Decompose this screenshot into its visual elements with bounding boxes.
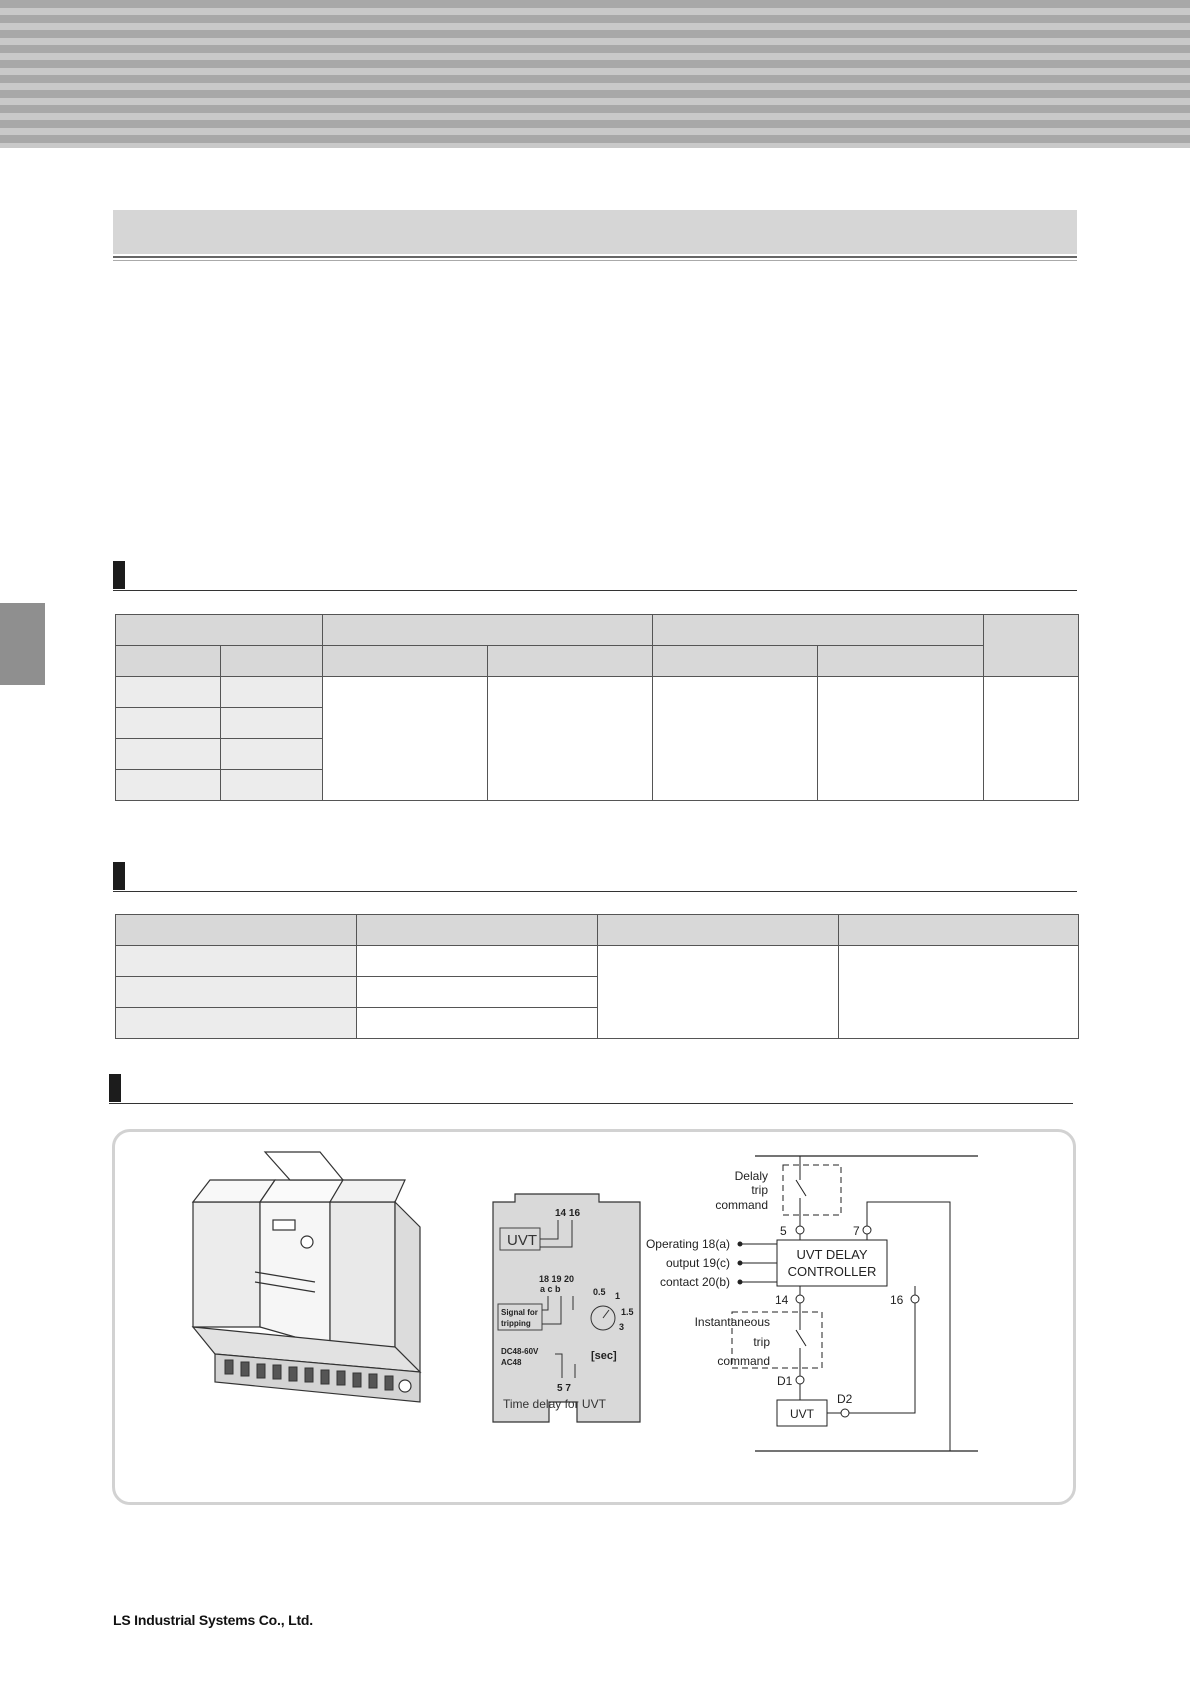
section-rule xyxy=(113,891,1077,892)
table-cell xyxy=(116,739,221,770)
instantaneous-trip-line2: trip xyxy=(753,1335,770,1349)
signal-label-line1: Signal for xyxy=(501,1308,538,1317)
delay-cmd-line1: Delaly xyxy=(734,1169,768,1183)
section-heading-specs xyxy=(113,862,1077,892)
table-cell xyxy=(116,770,221,801)
section-rule xyxy=(113,590,1077,591)
table-subheader-cell xyxy=(653,646,818,677)
table-subheader-cell xyxy=(116,646,221,677)
terminal-7: 7 xyxy=(853,1224,860,1238)
terminal-16: 16 xyxy=(890,1293,904,1307)
table-cell xyxy=(116,977,357,1008)
table-cell xyxy=(984,677,1079,801)
controller-label-line1: UVT DELAY xyxy=(796,1247,868,1262)
supply-voltage-line2: AC48 xyxy=(501,1358,522,1367)
terminal-label-bottom: 5 7 xyxy=(557,1383,571,1394)
dial-value-1-5: 1.5 xyxy=(621,1307,634,1317)
table-header-cell xyxy=(357,915,598,946)
table-cell xyxy=(357,946,598,977)
instantaneous-trip-line3: command xyxy=(717,1354,770,1368)
instantaneous-trip-line1: Instantaneous xyxy=(694,1315,770,1329)
terminal-d1: D1 xyxy=(777,1374,793,1388)
table-cell xyxy=(116,677,221,708)
section-heading-wiring xyxy=(109,1074,1073,1104)
page-title-bar xyxy=(113,210,1077,254)
operating-contact-line1: Operating 18(a) xyxy=(645,1237,730,1251)
table-row xyxy=(116,615,1079,646)
table-row xyxy=(116,646,1079,677)
operating-contact-line3: contact 20(b) xyxy=(659,1275,730,1289)
table-subheader-cell xyxy=(818,646,984,677)
table-subheader-cell xyxy=(488,646,653,677)
ratings-table xyxy=(115,614,1079,801)
seconds-unit-label: [sec] xyxy=(591,1350,617,1362)
section-marker xyxy=(113,862,125,890)
title-divider-thin xyxy=(113,260,1077,261)
table-cell xyxy=(839,946,1079,1039)
delay-cmd-line2: trip xyxy=(751,1183,768,1197)
table-cell xyxy=(323,677,488,801)
table-header-cell xyxy=(984,615,1079,677)
supply-voltage-line1: DC48-60V xyxy=(501,1347,539,1356)
table-row xyxy=(116,946,1079,977)
table-header-cell xyxy=(116,915,357,946)
controller-label-line2: CONTROLLER xyxy=(787,1264,877,1279)
section-heading-ratings xyxy=(113,561,1077,591)
specs-table xyxy=(115,914,1079,1039)
table-row xyxy=(116,915,1079,946)
signal-terminal-letters: a c b xyxy=(540,1284,561,1294)
table-header-cell xyxy=(839,915,1079,946)
time-delay-label: Time delay for UVT xyxy=(503,1397,606,1411)
table-cell xyxy=(221,677,323,708)
operating-contact-line2: output 19(c) xyxy=(665,1256,730,1270)
table-cell xyxy=(221,708,323,739)
table-header-cell xyxy=(323,615,653,646)
table-cell xyxy=(116,946,357,977)
section-rule xyxy=(109,1103,1073,1104)
footer-company-name: LS Industrial Systems Co., Ltd. xyxy=(113,1612,313,1628)
product-illustration xyxy=(193,1152,420,1402)
front-panel-drawing xyxy=(493,1194,640,1422)
terminal-label-top: 14 16 xyxy=(555,1208,581,1219)
table-cell xyxy=(653,677,818,801)
table-subheader-cell xyxy=(221,646,323,677)
table-cell xyxy=(818,677,984,801)
terminal-d2: D2 xyxy=(837,1392,853,1406)
chapter-side-tab xyxy=(0,603,45,685)
table-cell xyxy=(116,1008,357,1039)
table-header-cell xyxy=(116,615,323,646)
table-cell xyxy=(116,708,221,739)
delay-cmd-line3: command xyxy=(715,1198,768,1212)
signal-terminal-numbers: 18 19 20 xyxy=(539,1274,575,1284)
title-divider xyxy=(113,256,1077,258)
section-marker xyxy=(113,561,125,589)
table-cell xyxy=(357,1008,598,1039)
dial-value-3: 3 xyxy=(619,1322,625,1332)
section-marker xyxy=(109,1074,121,1102)
table-cell xyxy=(357,977,598,1008)
figure-canvas xyxy=(115,1132,1073,1502)
table-cell xyxy=(221,739,323,770)
table-cell xyxy=(488,677,653,801)
table-cell xyxy=(221,770,323,801)
uvt-label: UVT xyxy=(507,1232,537,1249)
table-subheader-cell xyxy=(323,646,488,677)
table-header-cell xyxy=(598,915,839,946)
uvt-controller-figure-panel xyxy=(112,1129,1076,1505)
uvt-coil-label: UVT xyxy=(790,1407,814,1421)
table-header-cell xyxy=(653,615,984,646)
terminal-14: 14 xyxy=(775,1293,789,1307)
terminal-5: 5 xyxy=(780,1224,787,1238)
dial-value-1: 1 xyxy=(615,1291,621,1301)
wiring-diagram xyxy=(646,1156,978,1451)
signal-label-line2: tripping xyxy=(501,1319,531,1328)
table-row xyxy=(116,677,1079,708)
table-cell xyxy=(598,946,839,1039)
dial-value-0-5: 0.5 xyxy=(593,1287,606,1297)
header-stripes xyxy=(0,0,1190,148)
